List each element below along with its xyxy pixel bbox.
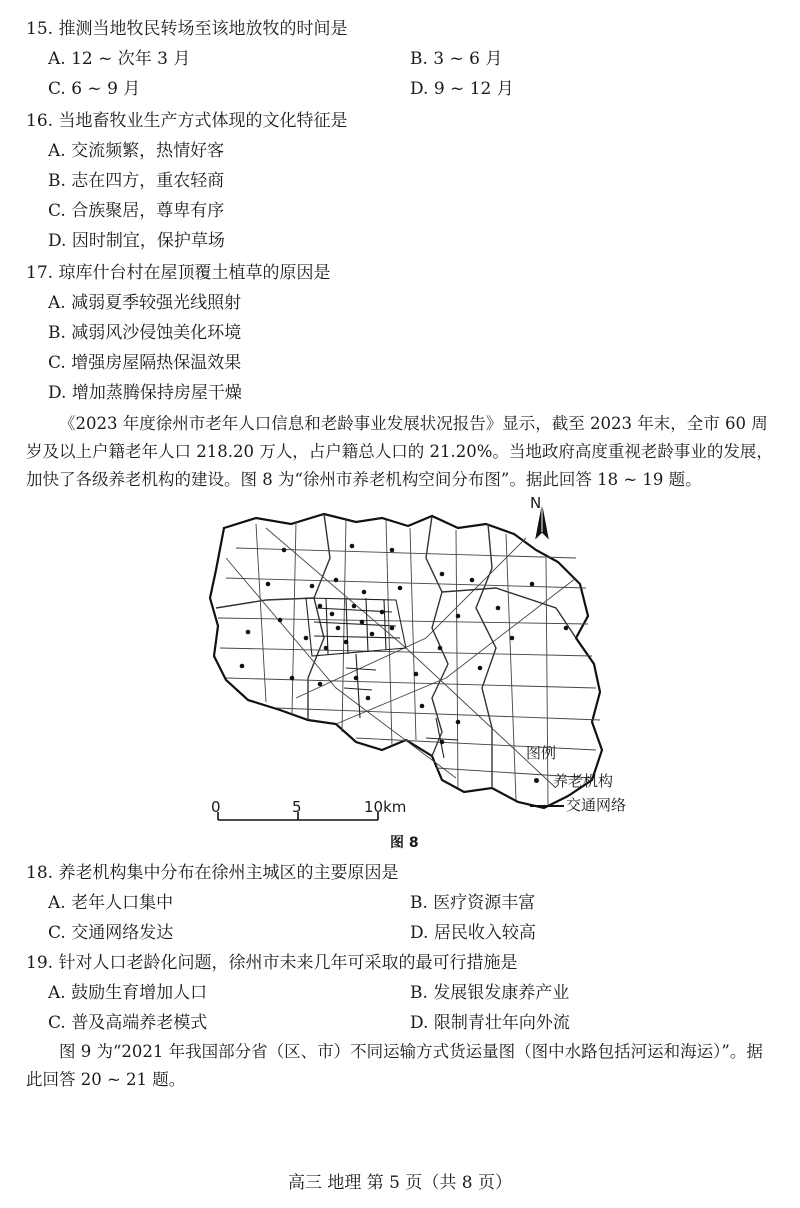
question-19-option-d: D. 限制青壮年向外流: [410, 1013, 570, 1033]
question-15-stem: 15. 推测当地牧民转场至该地放牧的时间是: [26, 19, 348, 39]
question-16-option-a: A. 交流频繁，热情好客: [48, 141, 225, 161]
question-16-option-b: B. 志在四方，重农轻商: [48, 171, 225, 191]
legend-label-elderly-care: 养老机构: [553, 772, 614, 790]
question-19-stem: 19. 针对人口老龄化问题，徐州市未来几年可采取的最可行措施是: [26, 953, 518, 973]
question-17-option-a: A. 减弱夏季较强光线照射: [48, 293, 242, 313]
question-18-stem: 18. 养老机构集中分布在徐州主城区的主要原因是: [26, 863, 399, 883]
question-17-option-d: D. 增加蒸腾保持房屋干燥: [48, 383, 242, 403]
question-17-option-b: B. 减弱风沙侵蚀美化环境: [48, 323, 242, 343]
scale-label-0: 0: [211, 798, 221, 816]
question-18-option-b: B. 医疗资源丰富: [410, 893, 536, 913]
question-19-option-a: A. 鼓励生育增加人口: [48, 983, 208, 1003]
question-15-option-a: A. 12 ~ 次年 3 月: [48, 49, 191, 69]
question-15-option-b: B. 3 ~ 6 月: [410, 49, 503, 69]
question-16-option-c: C. 合族聚居，尊卑有序: [48, 201, 225, 221]
question-18-option-c: C. 交通网络发达: [48, 923, 174, 943]
question-18-option-a: A. 老年人口集中: [48, 893, 174, 913]
question-17-stem: 17. 琼库什台村在屋顶覆土植草的原因是: [26, 263, 331, 283]
question-15-option-d: D. 9 ~ 12 月: [410, 79, 514, 99]
question-15-option-c: C. 6 ~ 9 月: [48, 79, 141, 99]
page-footer: 高三 地理 第 5 页（共 8 页）: [287, 1173, 513, 1193]
scale-label-10km: 10km: [364, 798, 407, 816]
question-19-option-b: B. 发展银发康养产业: [410, 983, 570, 1003]
figure-8-caption: 图 8: [390, 835, 419, 851]
city-boundary: [210, 514, 602, 808]
legend-item-transport: [530, 794, 626, 815]
scale-label-5: 5: [292, 798, 302, 816]
north-label: N: [530, 494, 542, 512]
question-16-option-d: D. 因时制宜，保护草场: [48, 231, 225, 251]
passage-xuzhou-elderly: 《2023 年度徐州市老年人口信息和老龄事业发展状况报告》显示，截至 2023 年末，全市 60 周岁及以上户籍老年人口 218.20 万人，占户籍总人口的 21.20%。当地政府高度重视老龄事业的发展，加快了各级养老机构的建设。图 8 为“徐州市养老机构空间分布图”。据此回答 18 ~ 19 题。: [26, 414, 773, 489]
legend-dot-icon: [534, 778, 539, 783]
legend-line-icon: [530, 805, 564, 807]
question-19-option-c: C. 普及高端养老模式: [48, 1013, 208, 1033]
question-18-option-d: D. 居民收入较高: [410, 923, 536, 943]
passage-freight-volume: 图 9 为“2021 年我国部分省（区、市）不同运输方式货运量图（图中水路包括河运和海运）”。据此回答 20 ~ 21 题。: [26, 1042, 763, 1089]
question-17-option-c: C. 增强房屋隔热保温效果: [48, 353, 242, 373]
question-16-stem: 16. 当地畜牧业生产方式体现的文化特征是: [26, 111, 348, 131]
legend-item-elderly-care: [530, 770, 613, 791]
legend-label-transport: 交通网络: [566, 796, 627, 814]
legend-title: 图例: [526, 744, 557, 762]
